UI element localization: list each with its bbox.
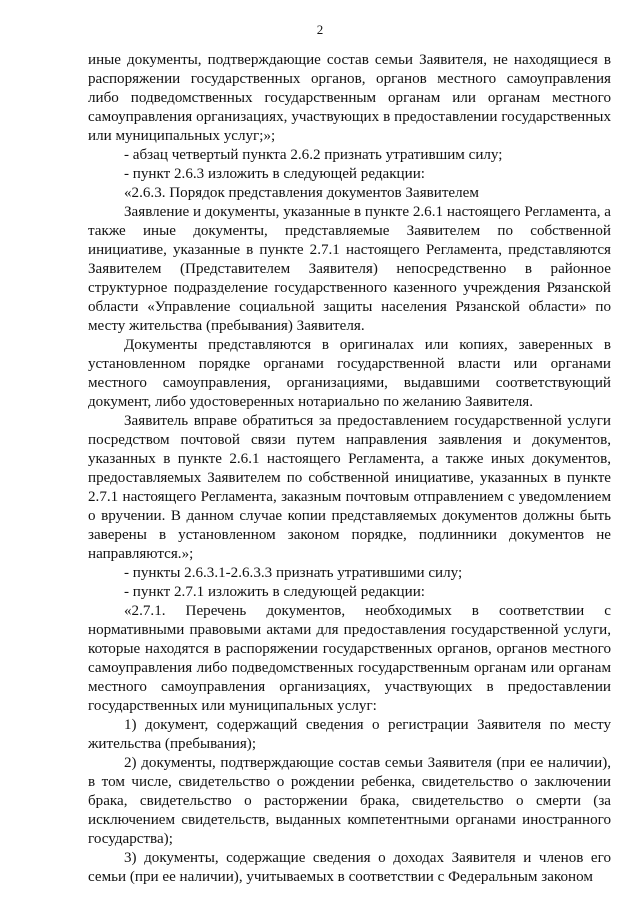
paragraph-amendment-2-6-3: - пункт 2.6.3 изложить в следующей редакции: <box>124 166 425 182</box>
document-body <box>88 51 611 887</box>
paragraph-postal: Заявитель вправе обратиться за предоставлением государственной услуги посредством почтовой связи путем направления заявления и документов, указанных в пункте 2.6.1 настоящего Регламента, а также иных документов, предоставляемых Заявителем по собственной инициативе, указанных в пункте 2.7.1 настоящего Регламента, заказным почтовым отправлением с уведомлением о вручении. В данном случае копии представляемых документов должны быть заверены в установленном законом порядке, подлинники документов не направляются.»; <box>88 413 611 562</box>
section-heading-2-6-3: «2.6.3. Порядок представления документов Заявителем <box>124 185 479 201</box>
list-item-1: 1) документ, содержащий сведения о регистрации Заявителя по месту жительства (пребывания); <box>88 717 611 752</box>
paragraph-continuation: иные документы, подтверждающие состав семьи Заявителя, не находящиеся в распоряжении государственных органов, органов местного самоуправления либо подведомственных государственным органам или органам местного самоуправления организациях, участвующих в предоставлении государственных или муниципальных услуг;»; <box>88 52 611 144</box>
page-number: 2 <box>316 22 324 37</box>
paragraph-amendment-2-6-3-1: - пункты 2.6.3.1-2.6.3.3 признать утратившими силу; <box>124 565 463 581</box>
paragraph-amendment-2-6-2: - абзац четвертый пункта 2.6.2 признать утратившим силу; <box>124 147 503 163</box>
section-2-7-1: «2.7.1. Перечень документов, необходимых в соответствии с нормативными правовыми актами для предоставления государственной услуги, которые находятся в распоряжении государственных органов, органов местного самоуправления либо подведомственных государственным органам или органам местного самоуправления организациях, участвующих в предоставлении государственных или муниципальных услуг: <box>88 603 611 714</box>
paragraph-amendment-2-7-1: - пункт 2.7.1 изложить в следующей редакции: <box>124 584 425 600</box>
list-item-2: 2) документы, подтверждающие состав семьи Заявителя (при ее наличии), в том числе, свидетельство о рождении ребенка, свидетельство о заключении брака, свидетельство о расторжении брака, свидетельство о смерти (за исключением свидетельств, выданных компетентными органами иностранного государства); <box>88 755 611 847</box>
paragraph-documents-originals: Документы представляются в оригиналах или копиях, заверенных в установленном порядке органами государственной власти или органами местного самоуправления, организациями, выдавшими соответствующий документ, либо удостоверенных нотариально по желанию Заявителя. <box>88 337 611 410</box>
list-item-3: 3) документы, содержащие сведения о доходах Заявителя и членов его семьи (при ее наличии), учитываемых в соответствии с Федеральным законом <box>88 850 611 885</box>
paragraph-submission: Заявление и документы, указанные в пункте 2.6.1 настоящего Регламента, а также иные документы, представляемые Заявителем по собственной инициативе, указанные в пункте 2.7.1 настоящего Регламента, представляются Заявителем (Представителем Заявителя) непосредственно в районное структурное подразделение государственного казенного учреждения Рязанской области «Управление социальной защиты населения Рязанской области» по месту жительства (пребывания) Заявителя. <box>88 204 611 334</box>
